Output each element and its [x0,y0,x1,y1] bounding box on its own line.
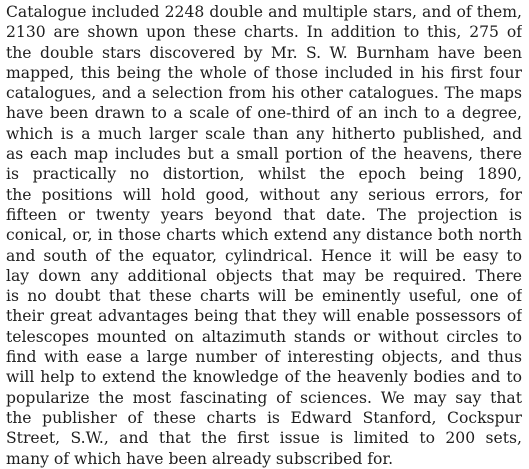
document-page [6,2,522,469]
text-line: find with ease a large number of interesting objects, and thus [6,348,522,367]
text-line: telescopes mounted on altazimuth stands or without circles to [6,327,522,346]
text-line: the publisher of these charts is Edward Stanford, Cockspur [6,408,522,427]
text-line: their great advantages being that they will enable possessors of [6,307,522,326]
text-line: Catalogue included 2248 double and multiple stars, and of them, [6,3,522,21]
text-line: is practically no distortion, whilst the epoch being 1890, [6,165,522,184]
text-line: conical, or, in those charts which extend any distance both north [6,226,522,245]
text-line: have been drawn to a scale of one-third of an inch to a degree, [6,104,522,123]
text-line: will help to extend the knowledge of the heavenly bodies and to [6,368,522,387]
text-line: popularize the most fascinating of sciences. We may say that [6,388,522,407]
text-line: the positions will hold good, without any serious errors, for [6,185,522,204]
text-line: fifteen or twenty years beyond that date. The projection is [6,205,522,224]
text-line: Street, S.W., and that the first issue is limited to 200 sets, [6,429,522,448]
text-line: is no doubt that these charts will be eminently useful, one of [6,287,522,306]
text-line: lay down any additional objects that may be required. There [6,266,522,285]
body-paragraph [6,2,522,469]
text-line: mapped, this being the whole of those included in his first four [6,63,522,82]
text-line: which is a much larger scale than any hitherto published, and [6,124,522,143]
text-line: as each map includes but a small portion of the heavens, there [6,145,522,164]
text-line: 2130 are shown upon these charts. In addition to this, 275 of [6,23,522,42]
text-line: catalogues, and a selection from his other catalogues. The maps [6,84,522,103]
text-line: many of which have been already subscribed for. [6,449,394,468]
text-line: the double stars discovered by Mr. S. W. Burnham have been [6,43,522,62]
text-line: and south of the equator, cylindrical. Hence it will be easy to [6,246,522,265]
